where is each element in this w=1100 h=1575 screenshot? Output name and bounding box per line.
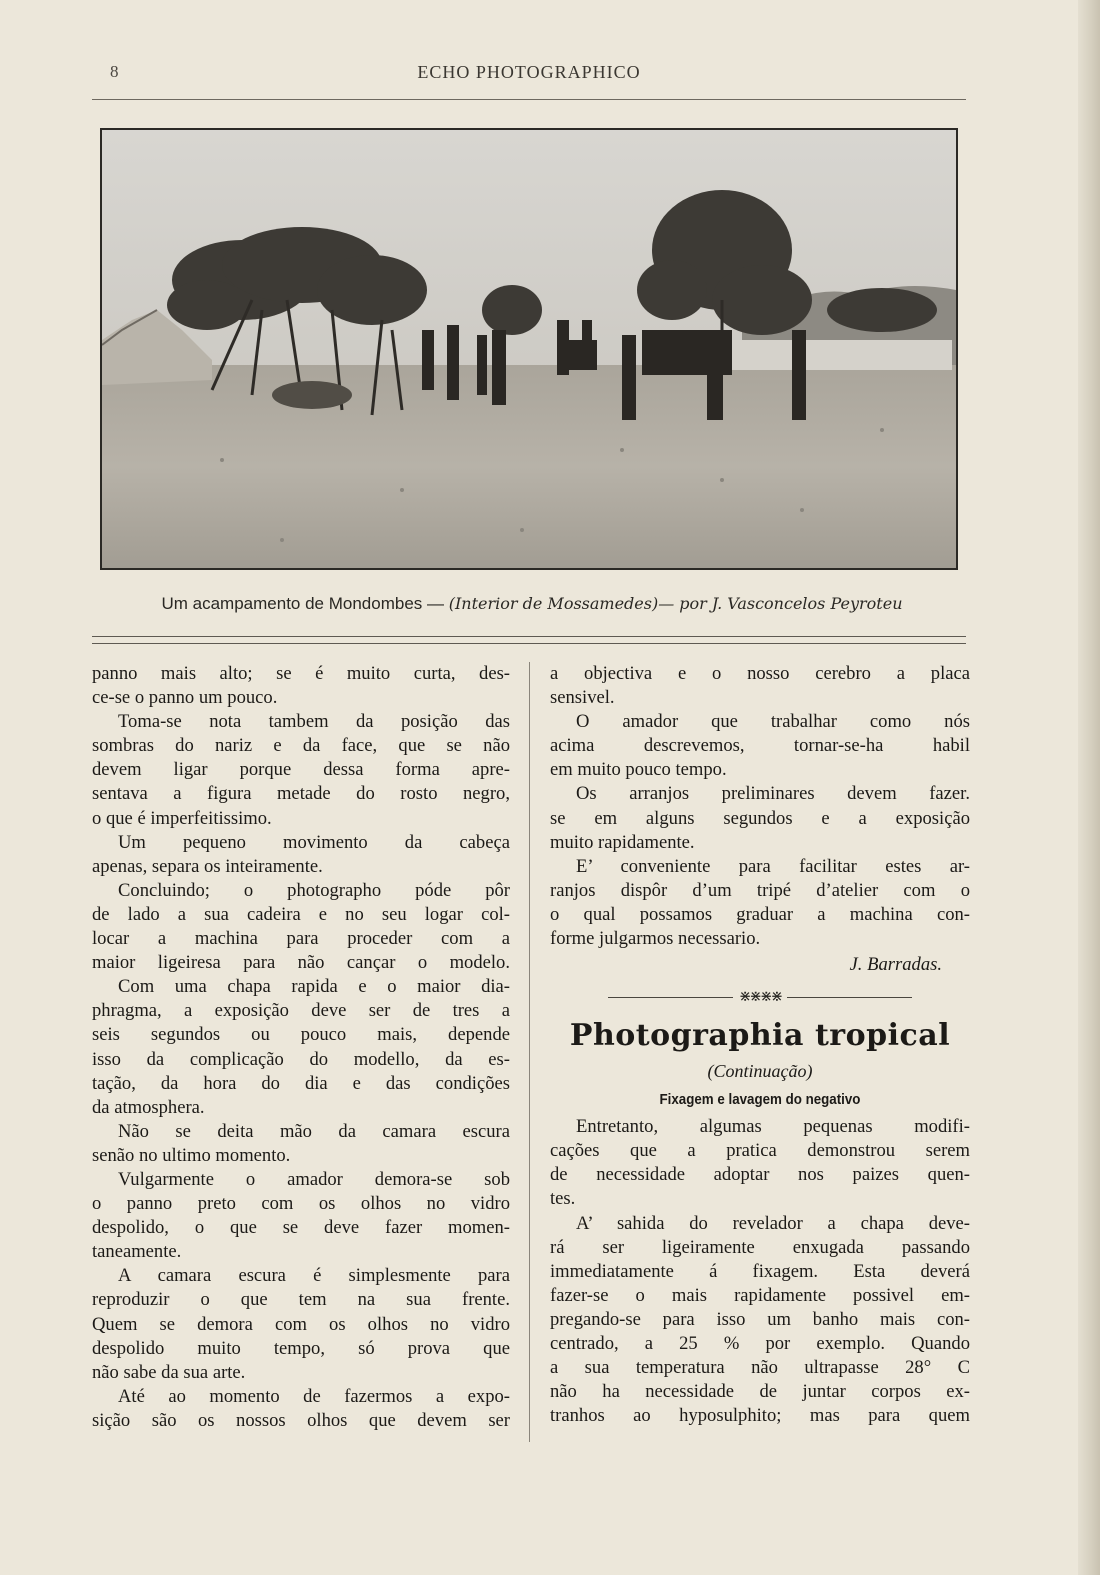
text-line: o que é imperfeitissimo. [92,807,272,829]
text-line: devem ligar porque dessa forma apre- [92,759,510,781]
text-line: reproduzir o que tem na sua frente. [92,1289,510,1311]
text-line: Não se deita mão da camara escura [118,1120,510,1142]
text-line: Concluindo; o photographo póde pôr [118,879,510,901]
text-line: não ha necessidade de juntar corpos ex- [550,1381,970,1403]
text-line: sensivel. [550,687,615,709]
right-column-article-end [550,662,970,951]
caption-double-rule [92,636,966,644]
text-line: immediatamente á fixagem. Esta deverá [550,1260,970,1282]
text-line: O amador que trabalhar como nós [576,711,970,733]
text-line: o qual possamos graduar a machina con- [550,903,970,925]
text-line: A camara escura é simplesmente para [118,1265,510,1287]
author-signature: J. Barradas. [849,954,942,976]
text-line: a objectiva e o nosso cerebro a placa [550,663,970,684]
text-line: locar a machina para proceder com a [92,928,510,950]
text-line: Um pequeno movimento da cabeça [118,831,510,853]
page-number: 8 [110,62,119,81]
text-line: A’ sahida do revelador a chapa deve- [576,1212,970,1234]
ornament-glyph: ⋇⋇⋇⋇ [733,989,787,1005]
right-column [550,662,970,1428]
text-line: da atmosphera. [92,1096,205,1118]
text-line: seis segundos ou pouco mais, depende [92,1024,510,1046]
text-line: tes. [550,1188,576,1210]
text-line: panno mais alto; se é muito curta, des- [92,663,510,684]
text-line: fazer-se o mais rapidamente possivel em- [550,1284,970,1306]
running-title: ECHO PHOTOGRAPHICO [417,62,641,82]
text-line: taneamente. [92,1241,182,1263]
text-line: se em alguns segundos e a exposição [550,807,970,829]
text-line: Toma-se nota tambem da posição das [118,711,510,733]
text-line: acima descrevemos, tornar-se-ha habil [550,735,970,757]
text-line: senão no ultimo momento. [92,1144,291,1166]
text-line: sombras do nariz e da face, que se não [92,735,510,757]
section-title: Photographia tropical [569,1018,951,1054]
text-line: o panno preto com os olhos no vidro [92,1193,510,1215]
text-line: Os arranjos preliminares devem fazer. [576,783,970,805]
text-line: maior ligeiresa para não cançar o modelo. [92,952,510,974]
left-column [92,662,510,1433]
text-line: Até ao momento de fazermos a expo- [118,1385,510,1407]
text-line: Entretanto, algumas pequenas modifi- [576,1116,970,1138]
text-line: a sua temperatura não ultrapasse 28° C [550,1357,970,1379]
photograph-illustration [102,130,956,568]
text-line: sição são os nossos olhos que devem ser [92,1409,510,1431]
column-divider [529,662,530,1442]
section-subheading: Fixagem e lavagem do negativo [659,1092,861,1109]
text-line: muito rapidamente. [550,831,695,853]
caption-title: Um acampamento de Mondombes — [161,594,449,613]
text-line: ce-se o panno um pouco. [92,687,278,709]
text-line: isso da complicação do modello, da es- [92,1048,510,1070]
text-line: forme julgarmos necessario. [550,928,761,950]
right-column-new-article [550,1115,970,1428]
text-line: Vulgarmente o amador demora-se sob [118,1168,510,1190]
text-line: despolido muito tempo, só prova que [92,1337,510,1359]
caption-credit: (Interior de Mossamedes)— por J. Vasconcelos Peyroteu [448,594,903,613]
text-line: sentava a figura metade do rosto negro, [92,783,510,805]
text-line: não sabe da sua arte. [92,1361,246,1383]
text-line: em muito pouco tempo. [550,759,727,781]
section-continuation: (Continuação) [707,1061,813,1082]
text-line: ranjos dispôr d’um tripé d’atelier com o [550,879,970,901]
text-line: rá ser ligeiramente enxugada passando [550,1236,970,1258]
page-header [92,60,966,90]
text-line: apenas, separa os inteiramente. [92,855,323,877]
text-line: cações que a pratica demonstrou serem [550,1140,970,1162]
text-line: E’ conveniente para facilitar estes ar- [576,855,970,877]
camp-photograph [100,128,958,570]
text-line: despolido, o que se deve fazer momen- [92,1217,510,1239]
text-line: tação, da hora do dia e das condições [92,1072,510,1094]
text-line: Quem se demora com os olhos no vidro [92,1313,510,1335]
text-line: pregando-se para isso um banho mais con- [550,1308,970,1330]
text-line: tranhos ao hyposulphito; mas para quem [550,1405,970,1427]
text-line: centrado, a 25 % por exemplo. Quando [550,1332,970,1354]
text-line: phragma, a exposição deve ser de tres a [92,1000,510,1022]
section-ornament [550,979,970,1015]
text-line: de necessidade adoptar nos paizes quen- [550,1164,970,1186]
text-line: Com uma chapa rapida e o maior dia- [118,976,510,998]
figure-caption [92,594,972,614]
header-rule [92,99,966,100]
text-line: de lado a sua cadeira e no seu logar col- [92,903,510,925]
page-spine-shadow [1078,0,1100,1575]
